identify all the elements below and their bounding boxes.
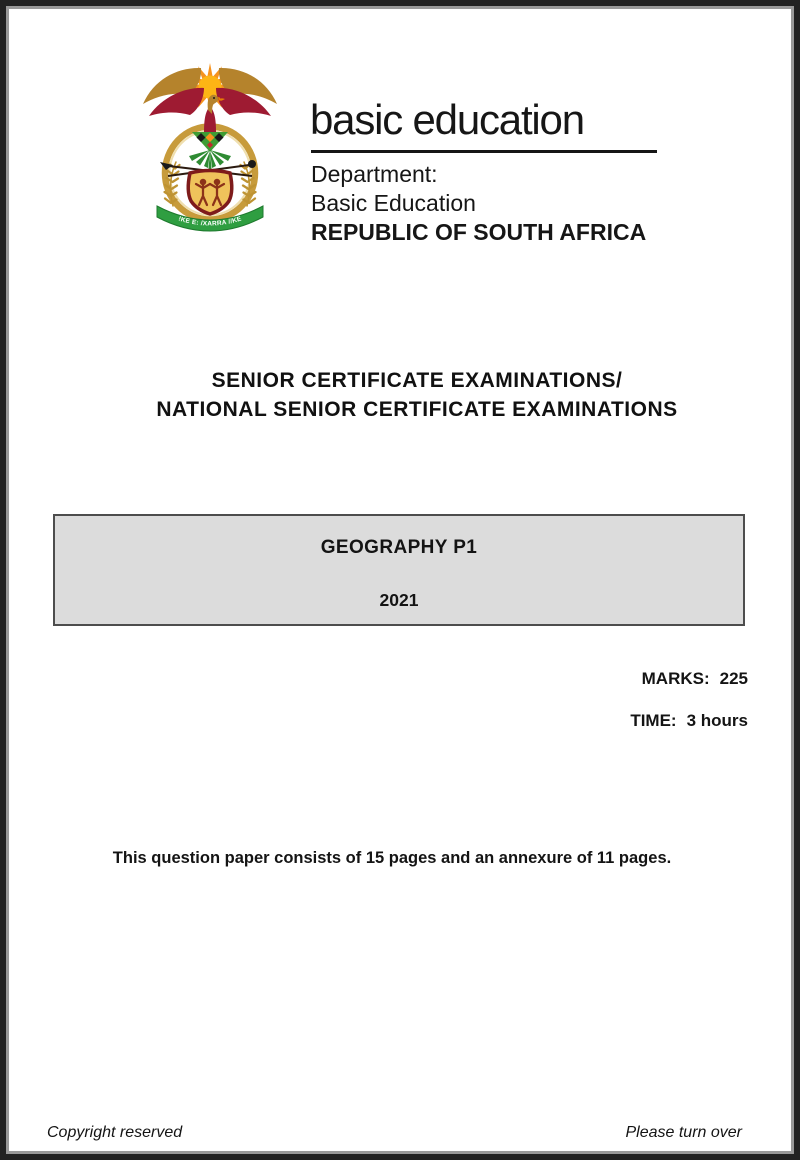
subject-box [53,514,745,626]
exam-heading [17,366,800,424]
subject-year: 2021 [379,590,419,610]
leaf-fan [189,150,231,169]
eagle-wing [143,68,204,116]
page-count-note: This question paper consists of 15 pages and an annexure of 11 pages. [112,849,672,867]
shield [188,171,232,215]
department-name: Basic Education [311,190,476,216]
logo-underline [311,150,657,153]
marks-label: MARKS: [641,669,710,688]
logo-wordmark: basic education [310,96,584,143]
time-row [630,711,748,731]
emblem-motto: !KE E: /XARRA //KE [177,215,243,228]
coat-of-arms-icon [140,62,280,232]
footer-turn-over: Please turn over [625,1124,742,1141]
marks-row [630,669,748,689]
exam-details [630,669,748,731]
logo-department-block [311,160,646,247]
time-value: 3 hours [686,711,748,730]
department-label: Department: [311,161,438,187]
time-label: TIME: [630,711,677,730]
exam-heading-line2: NATIONAL SENIOR CERTIFICATE EXAMINATIONS [156,398,678,421]
protea-flower [192,132,228,152]
footer-copyright: Copyright reserved [47,1124,183,1141]
marks-value: 225 [719,669,748,688]
subject-title: GEOGRAPHY P1 [320,537,478,558]
exam-heading-line1: SENIOR CERTIFICATE EXAMINATIONS/ [211,369,623,392]
country-name: REPUBLIC OF SOUTH AFRICA [311,219,647,245]
